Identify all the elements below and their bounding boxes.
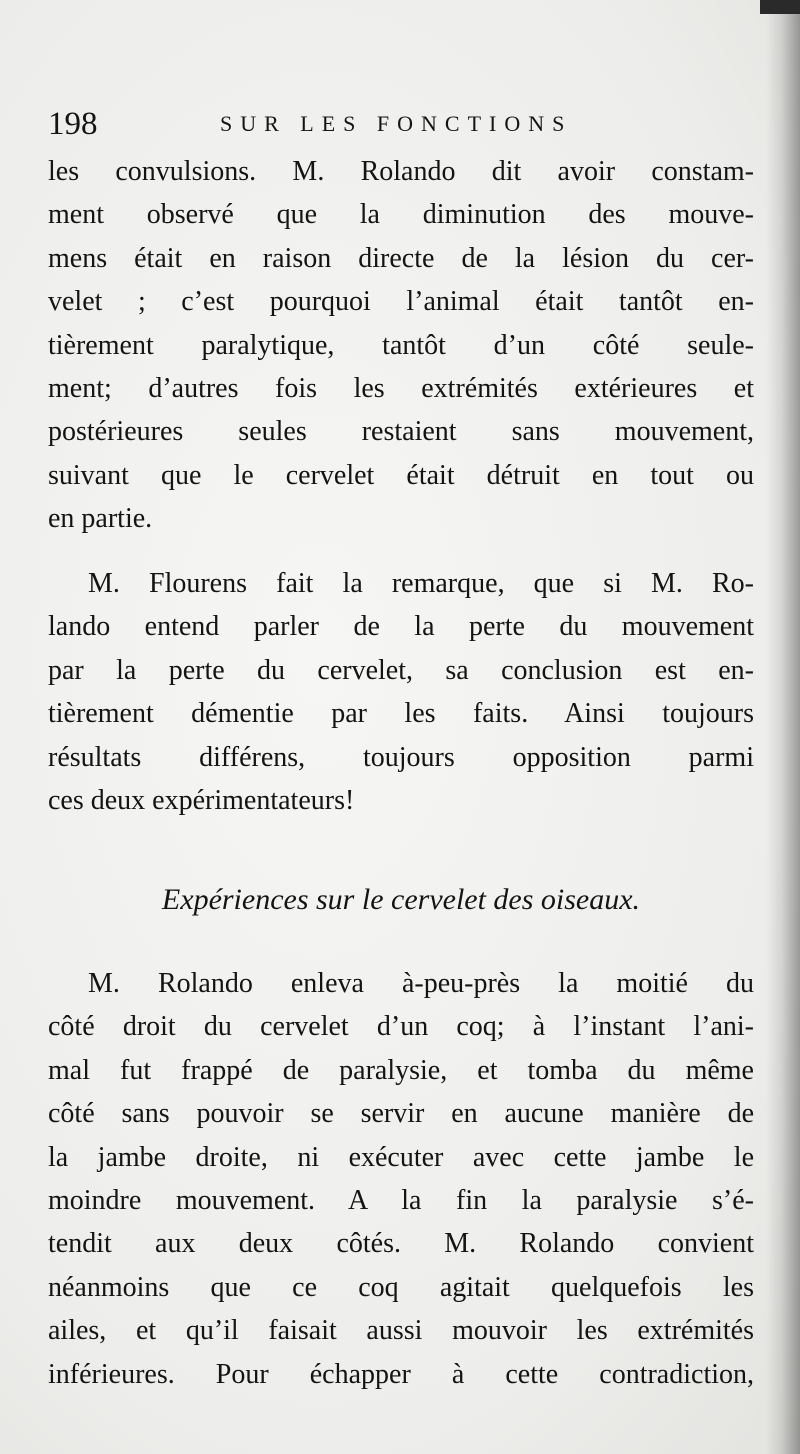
text-line: les convulsions. M. Rolando dit avoir constam-: [48, 156, 754, 187]
paragraph-3: [48, 962, 754, 1396]
running-head: SUR LES FONCTIONS: [220, 111, 573, 136]
text-line: velet ; c’est pourquoi l’animal était tantôt en-: [48, 286, 754, 318]
text-line: moindre mouvement. A la fin la paralysie s’é-: [48, 1184, 754, 1216]
text-line: mens était en raison directe de la lésion du cer-: [48, 242, 754, 274]
text-line: par la perte du cervelet, sa conclusion est en-: [48, 654, 754, 686]
text-line: ces deux expérimentateurs!: [48, 784, 355, 816]
text-line: tièrement paralytique, tantôt d’un côté seule-: [48, 329, 754, 361]
page-corner-shadow: [760, 0, 800, 14]
text-line: tendit aux deux côtés. M. Rolando convient: [48, 1228, 754, 1260]
text-line: néanmoins que ce coq agitait quelquefois les: [48, 1271, 754, 1303]
text-line: M. Flourens fait la remarque, que si M. Ro-: [88, 568, 754, 599]
text-line: en partie.: [48, 503, 153, 535]
page-header: [48, 104, 748, 144]
paragraph-2: [48, 562, 754, 822]
text-line: M. Rolando enleva à-peu-près la moitié du: [88, 968, 754, 999]
text-line: postérieures seules restaient sans mouvement,: [48, 416, 754, 448]
text-line: tièrement démentie par les faits. Ainsi toujours: [48, 698, 754, 730]
text-line: inférieures. Pour échapper à cette contradiction,: [48, 1358, 754, 1390]
text-line: la jambe droite, ni exécuter avec cette jambe le: [48, 1141, 754, 1173]
page-number: 198: [48, 106, 98, 142]
text-line: ment observé que la diminution des mouve-: [48, 199, 754, 231]
text-line: ailes, et qu’il faisait aussi mouvoir les extrémités: [48, 1315, 754, 1347]
spine-shadow: [766, 0, 800, 1454]
text-line: ment; d’autres fois les extrémités extérieures et: [48, 372, 754, 404]
text-line: résultats différens, toujours opposition parmi: [48, 741, 754, 773]
text-line: côté sans pouvoir se servir en aucune manière de: [48, 1098, 754, 1130]
text-line: côté droit du cervelet d’un coq; à l’instant l’ani-: [48, 1011, 754, 1043]
text-line: lando entend parler de la perte du mouvement: [48, 611, 754, 643]
text-line: suivant que le cervelet était détruit en tout ou: [48, 459, 754, 491]
section-subtitle: Expériences sur le cervelet des oiseaux.: [161, 883, 641, 916]
paragraph-1: [48, 150, 754, 541]
text-line: mal fut frappé de paralysie, et tomba du même: [48, 1054, 754, 1086]
